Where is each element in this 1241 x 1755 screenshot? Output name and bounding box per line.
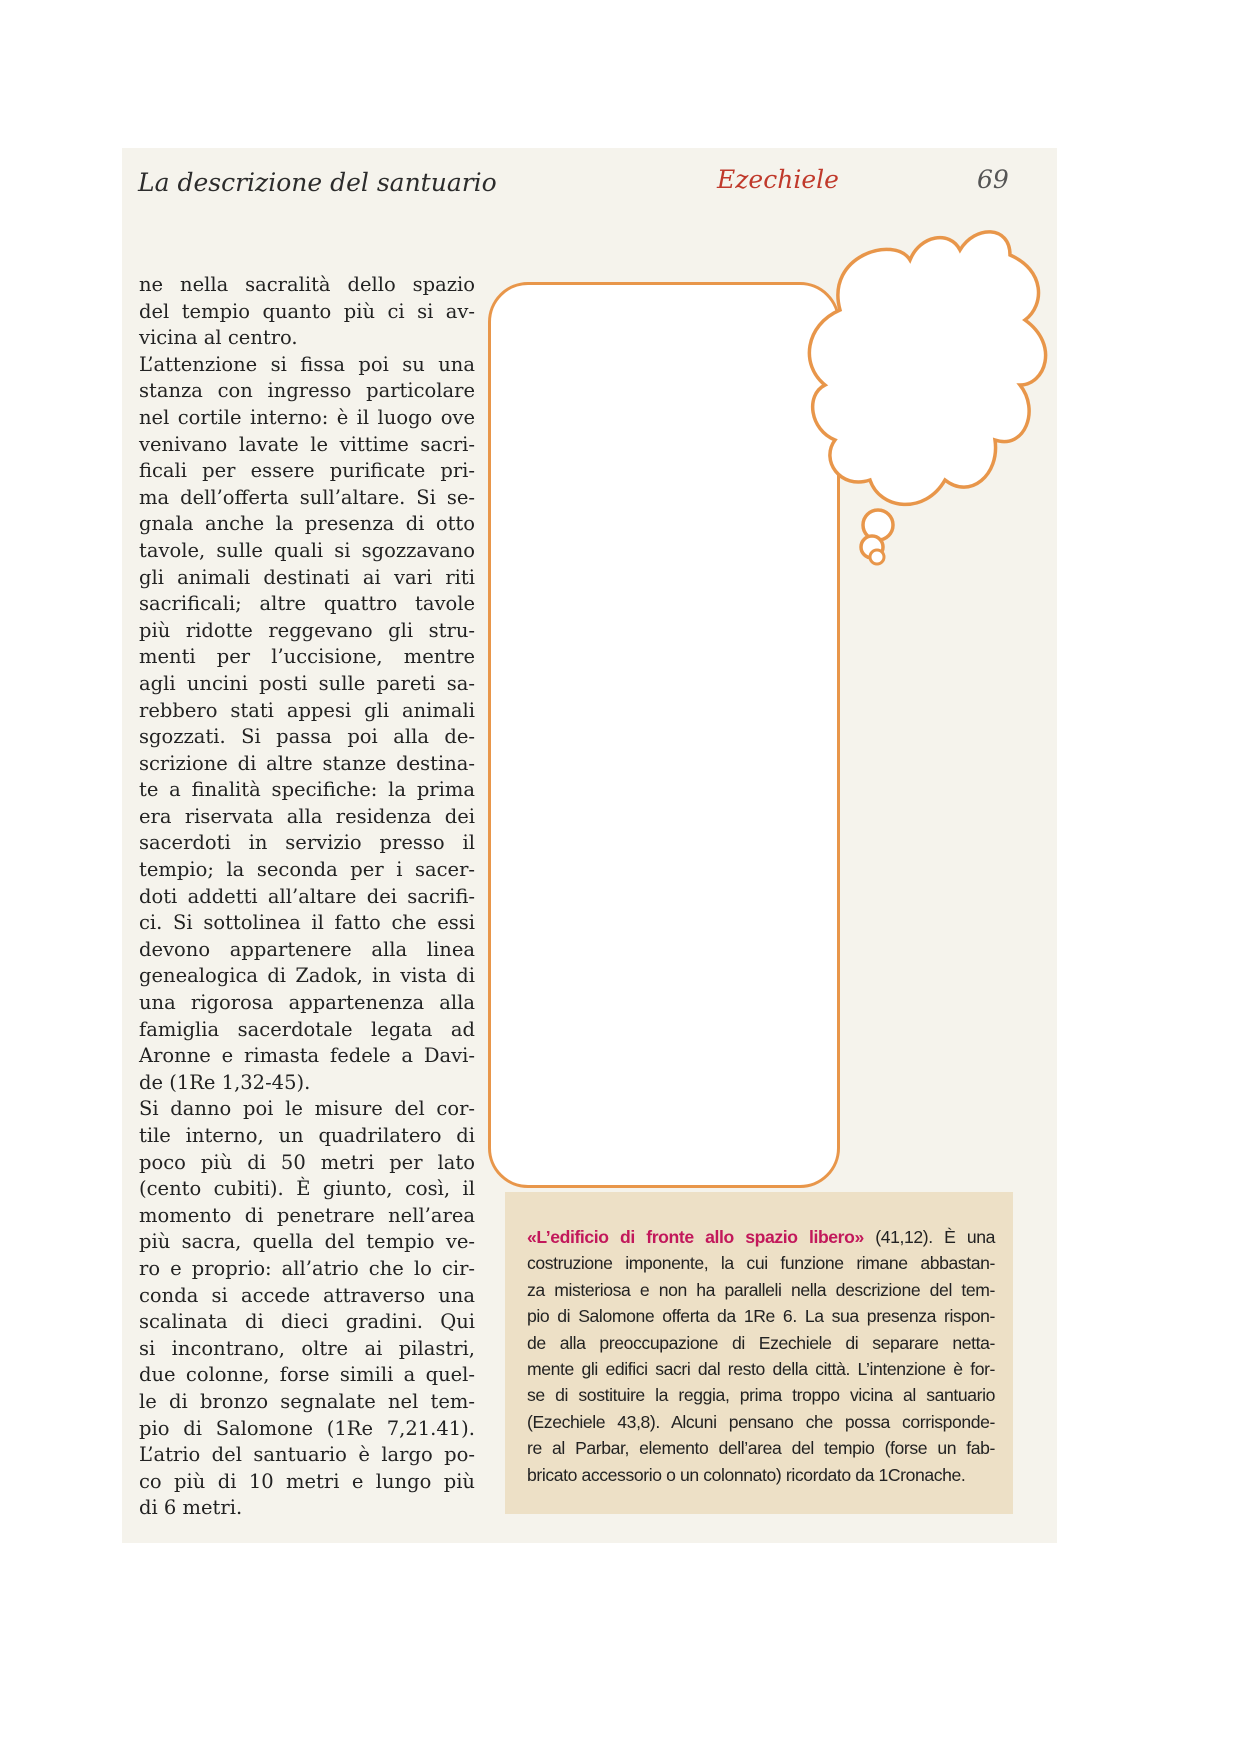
- sidebar-line: za misteriosa e non ha paralleli nella descrizione del tem-: [527, 1279, 995, 1300]
- body-line: genealogica di Zadok, in vista di: [139, 964, 475, 988]
- sidebar-line: costruzione imponente, la cui funzione rimane abbastan-: [527, 1253, 995, 1274]
- sidebar-first-line-rest: (41,12). È una: [863, 1227, 995, 1247]
- body-line: agli uncini posti sulle pareti sa-: [139, 671, 475, 695]
- body-line: Si danno poi le misure del cor-: [139, 1097, 475, 1121]
- body-line: le di bronzo segnalate nel tem-: [139, 1389, 475, 1413]
- body-line: nel cortile interno: è il luogo ove: [139, 405, 475, 429]
- body-line: ficali per essere purificate pri-: [139, 459, 475, 483]
- body-line: momento di penetrare nell’area: [139, 1203, 475, 1227]
- body-line: stanza con ingresso particolare: [139, 379, 475, 403]
- body-line: menti per l’uccisione, mentre: [139, 645, 475, 669]
- body-line: ne nella sacralità dello spazio: [139, 273, 475, 296]
- sidebar-line: re al Parbar, elemento dell’area del tempio (forse un fab-: [527, 1438, 995, 1459]
- sidebar-highlight: «L’edificio di fronte allo spazio libero»: [527, 1227, 864, 1247]
- body-line: più ridotte reggevano gli stru-: [139, 618, 475, 642]
- body-line: vicina al centro.: [139, 326, 298, 350]
- body-line: scalinata di dieci gradini. Qui: [139, 1310, 475, 1334]
- running-head-book: Ezechiele: [717, 165, 839, 194]
- body-line: ro e proprio: all’atrio che lo cir-: [139, 1256, 475, 1280]
- body-line: del tempio quanto più ci si av-: [139, 299, 475, 323]
- body-line: doti addetti all’altare dei sacrifi-: [139, 884, 475, 908]
- body-line: si incontrano, oltre ai pilastri,: [139, 1336, 475, 1360]
- sidebar-line: bricato accessorio o un colonnato) ricordato da 1Cronache.: [527, 1464, 966, 1485]
- body-line: tempio; la seconda per i sacer-: [139, 858, 475, 882]
- body-line: venivano lavate le vittime sacri-: [139, 432, 475, 456]
- body-line: devono appartenere alla linea: [139, 937, 475, 961]
- body-line: era riservata alla residenza dei: [139, 804, 475, 828]
- body-line: (cento cubiti). È giunto, così, il: [139, 1177, 475, 1201]
- body-line: tile interno, un quadrilatero di: [139, 1124, 475, 1147]
- body-text-column: [139, 272, 475, 1522]
- sidebar-line: (Ezechiele 43,8). Alcuni pensano che possa corrisponde-: [527, 1411, 995, 1432]
- sidebar-line: mente gli edifici sacri dal resto della città. L’intenzione è for-: [527, 1359, 995, 1380]
- sidebar-first-line: [527, 1224, 995, 1250]
- body-line: gnala anche la presenza di otto: [139, 512, 475, 536]
- body-line: più sacra, quella del tempio ve-: [139, 1230, 475, 1254]
- body-line: di 6 metri.: [139, 1496, 243, 1520]
- body-line: de (1Re 1,32-45).: [139, 1070, 311, 1094]
- body-line: Aronne e rimasta fedele a Davi-: [139, 1044, 475, 1068]
- thought-bubble-icon: [800, 215, 1050, 575]
- body-line: famiglia sacerdotale legata ad: [139, 1017, 475, 1041]
- page-number: 69: [977, 165, 1009, 194]
- body-line: sgozzati. Si passa poi alla de-: [139, 725, 475, 749]
- sidebar-line: se di sostituire la reggia, prima troppo vicina al santuario: [527, 1385, 995, 1406]
- body-line: L’attenzione si fissa poi su una: [139, 352, 475, 376]
- sidebar-line: pio di Salomone offerta da 1Re 6. La sua presenza rispon-: [527, 1306, 995, 1327]
- body-line: sacrificali; altre quattro tavole: [139, 592, 475, 616]
- sidebar-line: de alla preoccupazione di Ezechiele di separare netta-: [527, 1332, 995, 1353]
- body-line: due colonne, forse simili a quel-: [139, 1363, 475, 1387]
- body-line: ci. Si sottolinea il fatto che essi: [139, 911, 475, 935]
- body-line: L’atrio del santuario è largo po-: [139, 1443, 475, 1467]
- body-line: rebbero stati appesi gli animali: [139, 698, 475, 722]
- running-head-section: La descrizione del santuario: [138, 168, 497, 197]
- sidebar-box: [505, 1192, 1013, 1514]
- body-line: gli animali destinati ai vari riti: [139, 565, 475, 589]
- body-line: sacerdoti in servizio presso il: [139, 831, 475, 855]
- body-line: scrizione di altre stanze destina-: [139, 751, 475, 775]
- body-line: una rigorosa appartenenza alla: [139, 991, 475, 1015]
- body-line: tavole, sulle quali si sgozzavano: [139, 538, 475, 562]
- annotation-blank-box: [488, 282, 840, 1188]
- body-line: conda si accede attraverso una: [139, 1283, 475, 1307]
- body-line: poco più di 50 metri per lato: [139, 1150, 475, 1174]
- sidebar-text: [527, 1250, 995, 1488]
- body-line: co più di 10 metri e lungo più: [139, 1469, 475, 1493]
- body-line: te a finalità specifiche: la prima: [139, 778, 475, 802]
- body-line: pio di Salomone (1Re 7,21.41).: [139, 1416, 475, 1440]
- body-line: ma dell’offerta sull’altare. Si se-: [139, 485, 475, 509]
